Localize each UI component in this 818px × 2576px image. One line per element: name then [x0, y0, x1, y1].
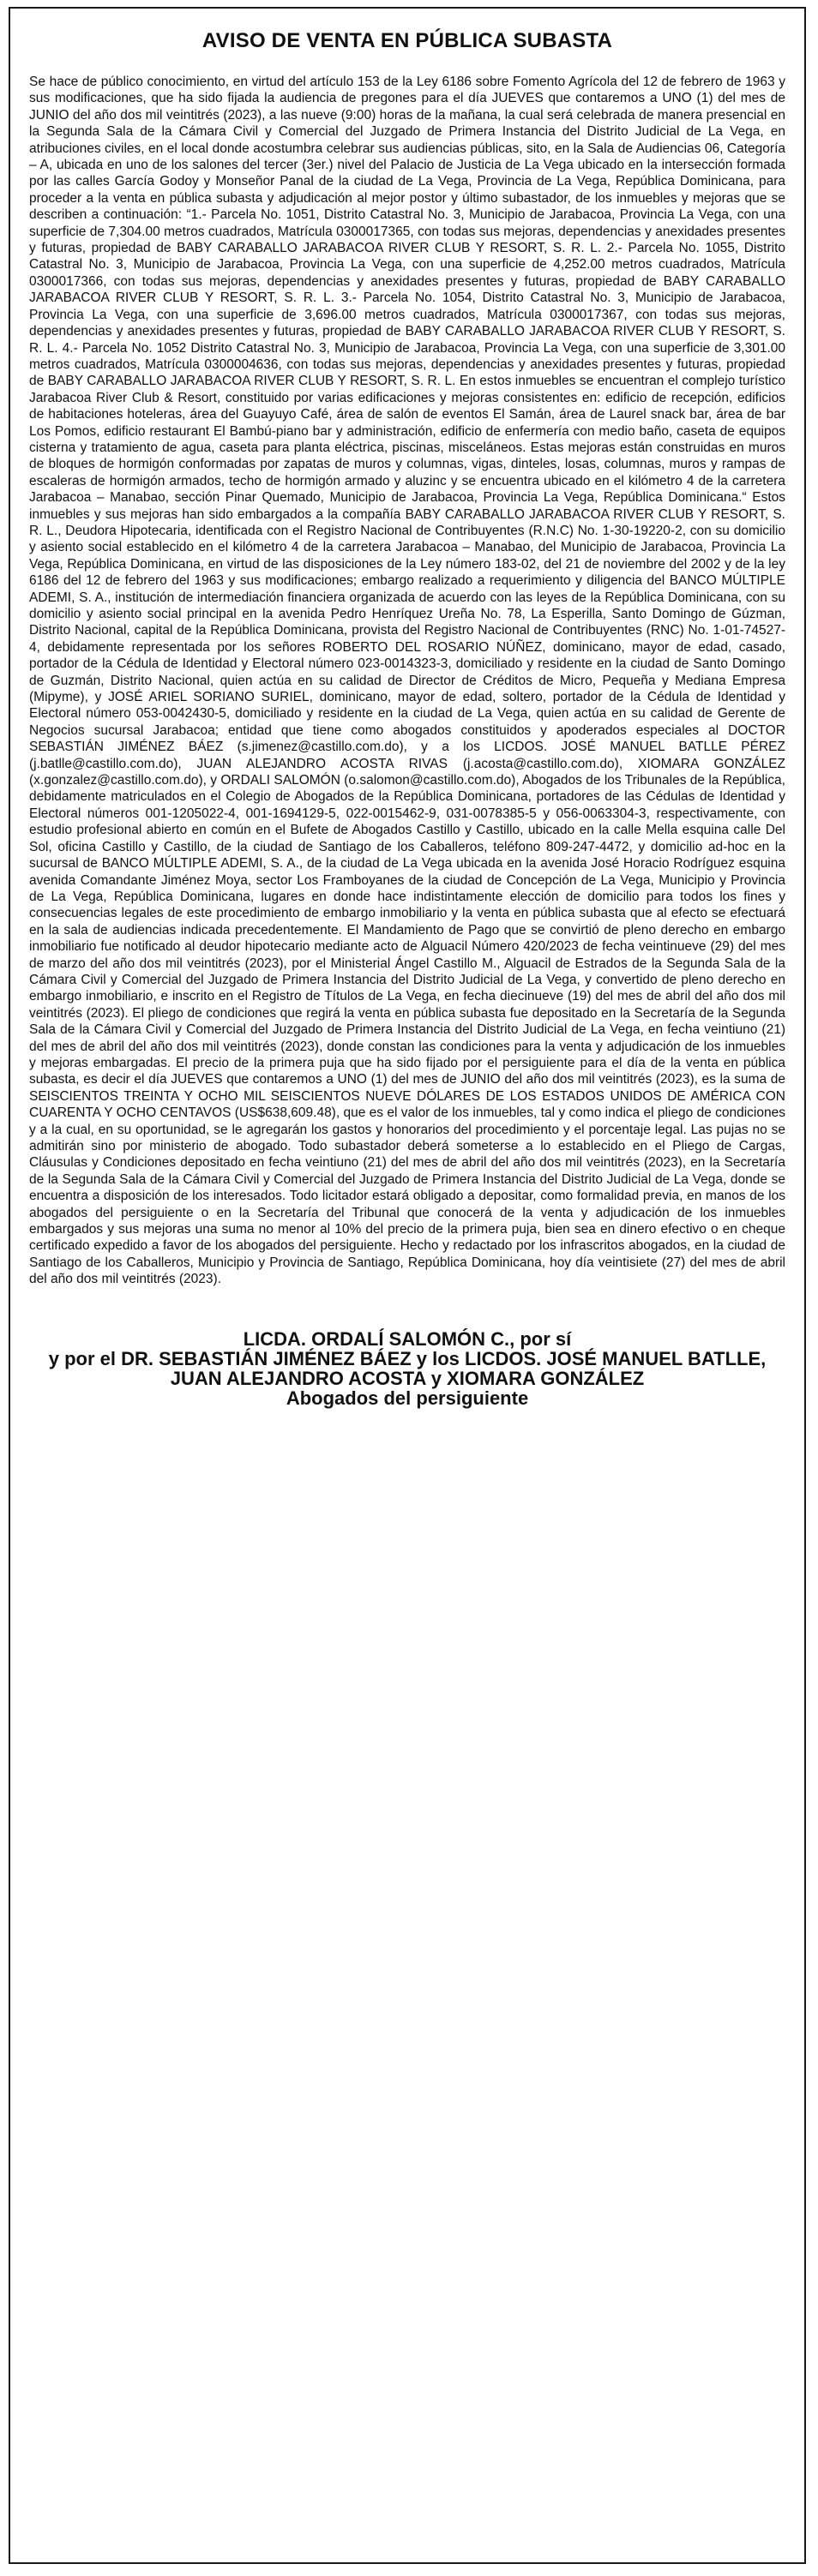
signature-line-1: LICDA. ORDALÍ SALOMÓN C., por sí — [243, 1327, 572, 1350]
signature-block — [29, 1329, 785, 1408]
signature-line-2: y por el DR. SEBASTIÁN JIMÉNEZ BÁEZ y los LICDOS. JOSÉ MANUEL BATLLE, — [48, 1347, 767, 1369]
signature-line-4: Abogados del persiguiente — [286, 1387, 529, 1409]
notice-title: AVISO DE VENTA EN PÚBLICA SUBASTA — [201, 29, 613, 52]
notice-body: Se hace de público conocimiento, en virtud del artículo 153 de la Ley 6186 sobre Fomento Agrícola del 12 de febrero de 1963 y sus modificaciones, que ha sido fijada la audiencia de pregones para el día JUEVES que contaremos a UNO (1) del mes de JUNIO del año dos mil veintitrés (2023), a las nueve (9:00) horas de la mañana, la cual será celebrada de manera presencial en la Segunda Sala de la Cámara Civil y Comercial del Juzgado de Primera Instancia del Distrito Judicial de La Vega, en atribuciones civiles, en el local donde acostumbra celebrar sus audiencias públicas, sito, en la Sala de Audiencias 06, Categoría – A, ubicada en uno de los salones del tercer (3er.) nivel del Palacio de Justicia de La Vega ubicado en la intersección formada por las calles García Godoy y Monseñor Panal de la ciudad de La Vega, Provincia de La Vega, República Dominicana, para proceder a la venta en pública subasta y adjudicación al mejor postor y último subastador, de los inmuebles y mejoras que se describen a continuación: “1.- Parcela No. 1051, Distrito Catastral No. 3, Municipio de Jarabacoa, Provincia La Vega, con una superficie de 7,304.00 metros cuadrados, Matrícula 0300017365, con todas sus mejoras, dependencias y anexidades presentes y futuras, propiedad de BABY CARABALLO JARABACOA RIVER CLUB Y RESORT, S. R. L. 2.- Parcela No. 1055, Distrito Catastral No. 3, Municipio de Jarabacoa, Provincia La Vega, con una superficie de 4,252.00 metros cuadrados, Matrícula 0300017366, con todas sus mejoras, dependencias y anexidades presentes y futuras, propiedad de BABY CARABALLO JARABACOA RIVER CLUB Y RESORT, S. R. L. 3.- Parcela No. 1054, Distrito Catastral No. 3, Municipio de Jarabacoa, Provincia La Vega, con una superficie de 3,696.00 metros cuadrados, Matrícula 0300017367, con todas sus mejoras, dependencias y anexidades presentes y futuras, propiedad de BABY CARABALLO JARABACOA RIVER CLUB Y RESORT, S. R. L. 4.- Parcela No. 1052 Distrito Catastral No. 3, Municipio de Jarabacoa, Provincia La Vega, con una superficie de 3,301.00 metros cuadrados, Matrícula 0300004636, con todas sus mejoras, dependencias y anexidades presentes y futuras, propiedad de BABY CARABALLO JARABACOA RIVER CLUB Y RESORT, S. R. L. En estos inmuebles se encuentran el complejo turístico Jarabacoa River Club & Resort, constituido por varias edificaciones y mejoras consistentes en: edificio de recepción, edificios de habitaciones hoteleras, área del Guayuyo Café, área de salón de eventos El Samán, área de Laurel snack bar, área de bar Los Pomos, edificio restaurant El Bambú-piano bar y administración, edificio de enfermería con medio baño, caseta de equipos cisterna y tratamiento de agua, caseta para planta eléctrica, piscinas, misceláneos. Estas mejoras están construidas en muros de bloques de hormigón conformadas por zapatas de muros y columnas, vigas, dinteles, losas, columnas, muros y rampas de escaleras de hormigón armados, techo de hormigón armado y aluzinc y se encuentra ubicado en el kilómetro 4 de la carretera Jarabacoa – Manabao, sección Pinar Quemado, Municipio de Jarabacoa, Provincia La Vega, República Dominicana.“ Estos inmuebles y sus mejoras han sido embargados a la compañía BABY CARABALLO JARABACOA RIVER CLUB Y RESORT, S. R. L., Deudora Hipotecaria, identificada con el Registro Nacional de Contribuyentes (R.N.C) No. 1-30-19220-2, con su domicilio y asiento social establecido en el kilómetro 4 de la carretera Jarabacoa – Manabao, del Municipio de Jarabacoa, Provincia La Vega, República Dominicana, en virtud de las disposiciones de la Ley número 183-02, del 21 de noviembre del 2002 y de la ley 6186 del 12 de febrero del 1963 y sus modificaciones; embargo realizado a requerimiento y diligencia del BANCO MÚLTIPLE ADEMI, S. A., institución de intermediación financiera organizada de acuerdo con las leyes de la República Dominicana, con su domicilio y asiento social principal en la avenida Pedro Henríquez Ureña No. 78, La Esperilla, Santo Domingo de Gúzman, Distrito Nacional, capital de la República Dominicana, provista del Registro Nacional de Contribuyentes (RNC) No. 1-01-74527-4, debidamente representada por los señores ROBERTO DEL ROSARIO NÚÑEZ, dominicano, mayor de edad, casado, portador de la Cédula de Identidad y Electoral número 023-0014323-3, domiciliado y residente en la ciudad de Santo Domingo de Guzmán, Distrito Nacional, quien actúa en su calidad de Director de Créditos de Micro, Pequeña y Mediana Empresa (Mipyme), y JOSÉ ARIEL SORIANO SURIEL, dominicano, mayor de edad, soltero, portador de la Cédula de Identidad y Electoral número 053-0042430-5, domiciliado y residente en la ciudad de La Vega, quien actúa en su calidad de Gerente de Negocios sucursal Jarabacoa; entidad que tiene como abogados constituidos y apoderados especiales al DOCTOR SEBASTIÁN JIMÉNEZ BÁEZ (s.jimenez@castillo.com.do), y a los LICDOS. JOSÉ MANUEL BATLLE PÉREZ (j.batlle@castillo.com.do), JUAN ALEJANDRO ACOSTA RIVAS (j.acosta@castillo.com.do), XIOMARA GONZÁLEZ (x.gonzalez@castillo.com.do), y ORDALI SALOMÓN (o.salomon@castillo.com.do), Abogados de los Tribunales de la República, debidamente matriculados en el Colegio de Abogados de la República Dominicana, portadores de las Cédulas de Identidad y Electoral números 001-1205022-4, 001-1694129-5, 022-0015462-9, 031-0078385-5 y 056-0063304-3, respectivamente, con estudio profesional abierto en común en el Bufete de Abogados Castillo y Castillo, ubicado en la calle Mella esquina calle Del Sol, oficina Castillo y Castillo, de la ciudad de Santiago de los Caballeros, teléfono 809-247-4472, y domicilio ad-hoc en la sucursal de BANCO MÚLTIPLE ADEMI, S. A., de la ciudad de La Vega ubicada en la avenida José Horacio Rodríguez esquina avenida Comandante Jiménez Moya, sector Los Framboyanes de la ciudad de Concepción de La Vega, Municipio y Provincia de La Vega, República Dominicana, lugares en donde hace indistintamente elección de domicilio para todos los fines y consecuencias legales de este procedimiento de embargo inmobiliario y la venta en pública subasta que al efecto se efectuará en la sala de audiencias indicada precedentemente. El Mandamiento de Pago que se convirtió de pleno derecho en embargo inmobiliario fue notificado al deudor hipotecario mediante acto de Alguacil Número 420/2023 de fecha veintinueve (29) del mes de marzo del año dos mil veintitrés (2023), por el Ministerial Ángel Castillo M., Alguacil de Estrados de la Segunda Sala de la Cámara Civil y Comercial del Juzgado de Primera Instancia del Distrito Judicial de La Vega, y convertido de pleno derecho en embargo inmobiliario, e inscrito en el Registro de Títulos de La Vega, en fecha diecinueve (19) del mes de abril del año dos mil veintitrés (2023). El pliego de condiciones que regirá la venta en pública subasta fue depositado en la Secretaría de la Segunda Sala de la Cámara Civil y Comercial del Juzgado de Primera Instancia del Distrito Judicial de La Vega, en fecha veintiuno (21) del mes de abril del año dos mil veintitrés (2023), donde constan las condiciones para la venta y adjudicación de los inmuebles y mejoras embargadas. El precio de la primera puja que ha sido fijado por el persiguiente para el día de la venta en pública subasta, es decir el día JUEVES que contaremos a UNO (1) del mes de JUNIO del año dos mil veintitrés (2023), es la suma de SEISCIENTOS TREINTA Y OCHO MIL SEISCIENTOS NUEVE DÓLARES DE LOS ESTADOS UNIDOS DE AMÉRICA CON CUARENTA Y OCHO CENTAVOS (US$638,609.48), que es el valor de los inmuebles, tal y como indica el pliego de condiciones y a la cual, en su oportunidad, se le agregarán los gastos y honorarios del procedimiento y el porcentaje legal. Las pujas no se admitirán sino por ministerio de abogado. Todo subastador deberá someterse a lo establecido en el Pliego de Cargas, Cláusulas y Condiciones depositado en fecha veintiuno (21) del mes de abril del año dos mil veintitrés (2023), en la Secretaría de la Segunda Sala de la Cámara Civil y Comercial del Juzgado de Primera Instancia del Distrito Judicial de La Vega, donde se encuentra a disposición de los interesados. Todo licitador estará obligado a depositar, como formalidad previa, en manos de los abogados del persiguiente o en la Secretaría del Tribunal que conocerá de la venta y adjudicación de los inmuebles embargados y sus mejoras una suma no menor al 10% del precio de la primera puja, bien sea en dinero efectivo o en cheque certificado expedido a favor de los abogados del persiguiente. Hecho y redactado por los infrascritos abogados, en la ciudad de Santiago de los Caballeros, Municipio y Provincia de Santiago, República Dominicana, hoy día veintisiete (27) del mes de abril del año dos mil veintitrés (2023). — [29, 75, 785, 1287]
auction-notice — [9, 7, 806, 2564]
signature-line-3: JUAN ALEJANDRO ACOSTA y XIOMARA GONZÁLEZ — [170, 1367, 645, 1389]
